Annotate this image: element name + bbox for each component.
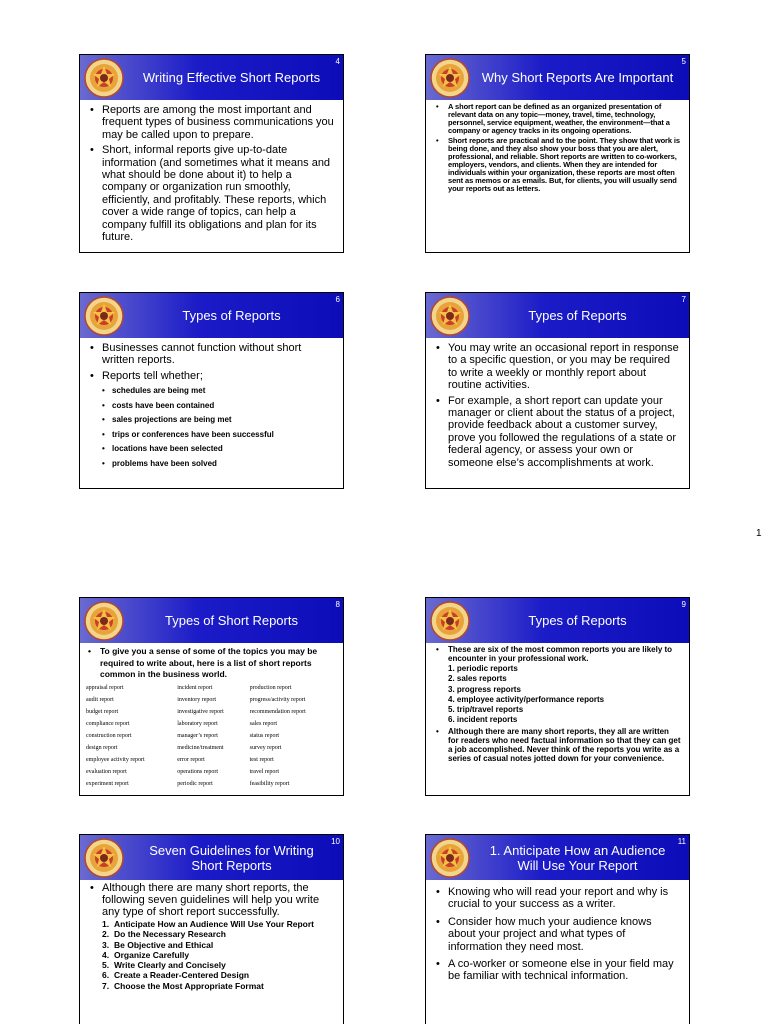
slide-11 [425,834,690,1024]
table-cell: medicine/treatment [177,744,224,751]
table-row [86,742,337,754]
list-item-text: Be Objective and Ethical [114,939,214,950]
slide-5 [425,54,690,253]
list-item [102,970,335,980]
list-item: 2. sales reports [448,674,507,684]
slide-header [426,598,689,643]
sub-bullet: • schedules are being met [102,384,335,399]
table-cell: status report [249,732,280,739]
table-cell: sales report [249,720,278,727]
table-row [86,718,337,730]
list-item-text: Do the Necessary Research [114,929,226,940]
list-item-text: Choose the Most Appropriate Format [114,980,264,991]
slide-number: 11 [677,837,686,846]
slide-number: 10 [331,837,340,846]
seal-logo-icon [430,601,470,641]
sub-bullet: • trips or conferences have been successful [102,428,335,443]
seal-logo-icon [84,838,124,878]
slide-number: 9 [681,600,686,609]
table-cell: periodic report [177,781,213,788]
list-item: 1. periodic reports [448,664,518,673]
table-cell: manager’s report [177,732,218,739]
table-cell: recommendation report [249,708,306,715]
list-item: 4. employee activity/performance reports [448,694,605,704]
list-item-number: 5. [102,960,110,971]
table-cell: design report [86,744,118,751]
list-item [102,940,335,950]
table-cell: evaluation report [86,769,127,776]
list-item: 3. progress reports [448,684,521,694]
bullet: • To give you a sense of some of the topics you may be required to write about, here is a list of short reports common in the business world. [86,646,337,681]
slide-title: 1. Anticipate How an Audience Will Use Your Report [489,842,666,873]
guidelines-list [102,919,335,991]
table-row [86,694,337,706]
table-cell: experiment report [86,781,129,788]
table-row [86,730,337,742]
list-item-number: 4. [102,949,110,960]
list-item: 6. incident reports [448,715,518,725]
bullet: • Consider how much your audience knows about your project and what types of information they need most. [434,916,681,953]
list-item-number: 2. [102,929,110,940]
slide-header [80,835,343,880]
seal-logo-icon [430,838,470,878]
list-item-text: Anticipate How an Audience Will Use Your Report [114,919,315,929]
list-item-text: Organize Carefully [114,949,190,960]
list-item-text: Write Clearly and Concisely [114,960,226,971]
table-cell: investigative report [177,708,224,715]
slide-8 [79,597,344,796]
slide-title: Types of Reports [528,613,627,628]
table-cell: incident report [177,684,213,691]
list-item-text: Create a Reader-Centered Design [114,970,250,981]
table-cell: production report [249,684,292,691]
slide-number: 8 [335,600,340,609]
seal-logo-icon [430,58,470,98]
table-cell: progress/activity report [249,696,306,703]
list-item-number: 7. [102,980,110,991]
list-item: 5. trip/travel reports [448,705,524,715]
bullet: • You may write an occasional report in response to a specific question, or you may be required to write a weekly or monthly report about routine activities. [434,342,681,392]
slide-header [80,293,343,338]
table-cell: employee activity report [86,757,145,764]
table-cell: survey report [249,744,282,751]
page-number: 1 [756,528,762,539]
slide-10 [79,834,344,1024]
sub-bullet: • sales projections are being met [102,413,335,428]
list-item-number: 1. [102,919,110,929]
table-cell: construction report [86,732,132,739]
table-cell: compliance report [86,720,130,727]
sub-bullet: • problems have been solved [102,457,335,472]
table-row [86,778,337,790]
list-item [102,919,335,929]
table-cell: audit report [86,696,114,703]
slide-title: Seven Guidelines for Writing Short Reports [149,842,314,873]
bullet-text: Reports tell whether; [102,369,203,382]
table-cell: appraisal report [86,684,124,691]
slide-number: 5 [681,57,686,66]
bullet: • Short, informal reports give up-to-date information (and sometimes what it means and what should be done about it) to help a company or organization run smoothly, efficiently, and profitably. These reports, which cover a wide range of topics, can help a company fulfill its obligations and plan for its future. [88,144,335,243]
bullet: • A short report can be defined as an organized presentation of relevant data on any topic—money, travel, time, technology, personnel, service equipment, weather, the environment—that a company or agency tracks in its ongoing operations. [434,103,681,135]
slide-number: 4 [335,57,340,66]
table-cell: test report [249,757,274,764]
slide-number: 6 [335,295,340,304]
slide-header [426,55,689,100]
table-row [86,754,337,766]
slide-title: Types of Short Reports [165,613,298,628]
slide-9 [425,597,690,796]
bullet [434,645,681,726]
slide-title: Types of Reports [528,308,627,323]
bullet: • A co-worker or someone else in your field may be familiar with technical information. [434,958,681,983]
bullet: • Although there are many short reports, they all are written for readers who need factual information so that they can get a job accomplished. Never think of the reports you write as a series of casual notes jotted down for your convenience. [434,727,681,763]
slide-7 [425,292,690,489]
table-cell: feasibility report [249,781,290,788]
bullet: • For example, a short report can update your manager or client about the status of a project, provide feedback about a customer survey, prove you followed the regulations of a state or federal agency, or assess your own or someone else’s accomplishments at work. [434,395,681,469]
bullet: • Knowing who will read your report and why is crucial to your success as a writer. [434,886,681,911]
list-item-number: 3. [102,939,110,950]
slide-title: Why Short Reports Are Important [481,70,674,85]
slide-header [426,835,689,880]
table-cell: travel report [249,769,280,776]
table-cell: budget report [86,708,119,715]
table-cell: operations report [177,769,219,776]
bullet: • Although there are many short reports, the following seven guidelines will help you write any type of short report successfully. [88,882,335,918]
bullet: • Short reports are practical and to the point. They show that work is being done, and they also show your boss that you are alert, professional, and reliable. Short reports are written to co-workers, employers, vendors, and clients. When they are intended for individuals within your organization, these reports are most often sent as memos or as emails. But, for clients, you will usually send your reports out as letters. [434,137,681,193]
slide-header [80,598,343,643]
bullet-text: These are six of the most common reports you are likely to encounter in your professional work. [448,645,673,663]
table-row [86,682,337,694]
slide-header [80,55,343,100]
sub-bullet: • locations have been selected [102,442,335,457]
list-item [102,929,335,939]
list-item-number: 6. [102,970,110,981]
table-cell: error report [177,757,205,764]
slide-title: Writing Effective Short Reports [142,70,321,85]
sub-bullet: • costs have been contained [102,399,335,414]
table-row [86,706,337,718]
report-types-table [86,682,337,791]
table-cell: laboratory report [177,720,218,727]
table-row [86,766,337,778]
bullet: • Reports are among the most important and frequent types of business communications you may be called upon to prepare. [88,104,335,141]
seal-logo-icon [84,58,124,98]
table-cell: inventory report [177,696,217,703]
list-item [102,950,335,960]
bullet: • Businesses cannot function without short written reports. [88,342,335,367]
slide-4 [79,54,344,253]
slide-number: 7 [681,295,686,304]
seal-logo-icon [430,296,470,336]
slide-title: Types of Reports [182,308,281,323]
slide-header [426,293,689,338]
seal-logo-icon [84,601,124,641]
list-item [102,960,335,970]
list-item [102,981,335,991]
seal-logo-icon [84,296,124,336]
slide-6 [79,292,344,489]
bullet [88,370,335,471]
